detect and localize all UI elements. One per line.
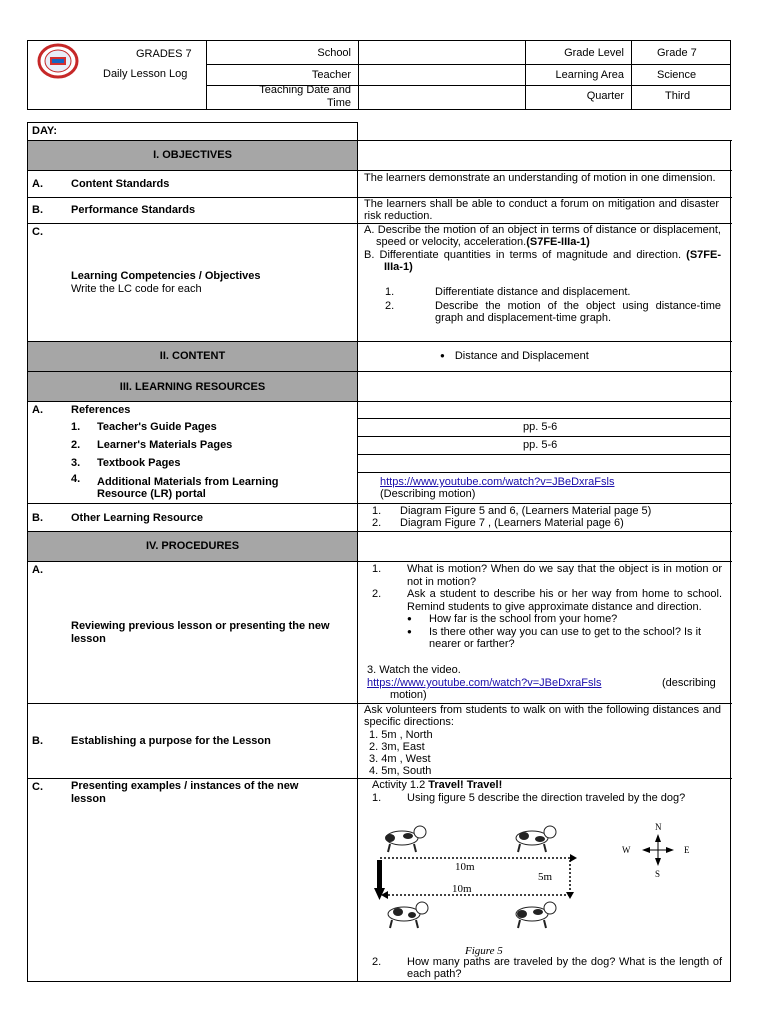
proc-c-q1-number: 1.: [372, 792, 382, 804]
proc-a-list: [372, 563, 722, 651]
learning-area-label: Learning Area: [555, 69, 624, 81]
references-letter: A.: [32, 404, 43, 416]
compass-e: E: [684, 845, 690, 855]
competency-item-number: 2.: [385, 300, 395, 312]
proc-a-item: [372, 563, 722, 588]
proc-b-list-item: 1. 5m , North: [369, 729, 433, 741]
bullet-icon: [440, 350, 455, 362]
proc-a-bullet: [372, 626, 722, 651]
activity-label: Activity 1.2: [372, 779, 429, 791]
proc-a-item3: 3. Watch the video.: [367, 664, 461, 676]
teaching-date-label-line2: Time: [326, 97, 351, 109]
proc-a-label: Reviewing previous lesson or presenting the new lesson: [71, 620, 330, 645]
content-heading: II. CONTENT: [159, 350, 226, 362]
proc-a-bullet-text: How far is the school from your home?: [429, 613, 618, 625]
performance-standards-text: The learners shall be able to conduct a forum on mitigation and disaster risk reduction.: [364, 198, 719, 222]
other-resource-text: Diagram Figure 7 , (Learners Material page 6): [400, 517, 624, 529]
teaching-date-field[interactable]: [362, 90, 522, 104]
proc-b-list-item: 3. 4m , West: [369, 753, 431, 765]
proc-b-letter: B.: [32, 735, 43, 747]
teaching-date-label-line1: Teaching Date and: [259, 84, 351, 96]
figure-caption: Figure 5: [465, 945, 503, 957]
youtube-link[interactable]: https://www.youtube.com/watch?v=JBeDxraFsls: [380, 476, 615, 488]
quarter-label: Quarter: [586, 90, 624, 102]
other-resource-list: [372, 505, 651, 529]
competencies-sublabel: Write the LC code for each: [71, 283, 202, 295]
proc-a-letter: A.: [32, 564, 43, 576]
proc-a-item-number: 1.: [372, 563, 382, 575]
competency-a-text: A. Describe the motion of an object in terms of distance or displacement, speed or velocity, acceleration.: [364, 224, 721, 248]
proc-a-item-text: Ask a student to describe his or her way from home to school. Remind students to give approximate distance and direction.: [407, 588, 722, 613]
proc-b-intro: Ask volunteers from students to walk on with the following distances and specific directions:: [364, 704, 721, 728]
ref-label: Learner's Materials Pages: [97, 439, 233, 451]
ref-value: pp. 5-6: [523, 421, 558, 433]
competency-b-text: B. Differentiate quantities in terms of magnitude and direction.: [364, 249, 682, 261]
proc-c-q2-text: How many paths are traveled by the dog? What is the length of each path?: [407, 956, 722, 980]
youtube-link-note: (Describing motion): [380, 488, 476, 500]
competencies-label: Learning Competencies / Objectives: [71, 270, 261, 282]
activity-line: [372, 779, 502, 791]
other-resource-item: [372, 517, 651, 529]
teacher-field[interactable]: [362, 69, 522, 83]
bullet-icon: ●: [407, 626, 412, 636]
day-label: DAY:: [32, 125, 58, 137]
competency-b-code: (S7FE-IIIa-1): [384, 249, 721, 273]
compass-s: S: [655, 869, 661, 879]
figure-bottom-label: 10m: [452, 883, 472, 895]
proc-c-q2-number: 2.: [372, 956, 382, 968]
procedures-heading: IV. PROCEDURES: [145, 540, 240, 552]
bullet-icon: ●: [407, 614, 412, 623]
content-standards-label: Content Standards: [71, 178, 170, 190]
grade-level-label: Grade Level: [564, 47, 624, 59]
competency-item: [385, 300, 721, 324]
proc-b-label: Establishing a purpose for the Lesson: [71, 735, 271, 747]
grade-level-value: Grade 7: [657, 47, 697, 59]
competency-a-code: (S7FE-IIIa-1): [526, 236, 590, 248]
proc-a-bullet: [372, 613, 722, 626]
ref-number: 1.: [71, 421, 81, 433]
ref-number: 4.: [71, 473, 81, 485]
resources-heading: III. LEARNING RESOURCES: [119, 381, 266, 393]
competencies-letter: C.: [32, 226, 43, 238]
other-resource-text: Diagram Figure 5 and 6, (Learners Material page 5): [400, 505, 652, 517]
dog-icon: [385, 826, 426, 852]
other-resource-number: 1.: [372, 505, 382, 517]
performance-standards-letter: B.: [32, 204, 43, 216]
ref-number: 3.: [71, 457, 81, 469]
figure-top-label: 10m: [455, 861, 475, 873]
proc-c-q1-text: Using figure 5 describe the direction traveled by the dog?: [407, 792, 686, 804]
proc-c-label: Presenting examples / instances of the new lesson: [71, 780, 299, 805]
ref-label-line2: Resource (LR) portal: [97, 488, 206, 500]
proc-a-item: [372, 588, 722, 613]
daily-lesson-log-title: Daily Lesson Log: [103, 68, 188, 80]
competency-b: [364, 249, 721, 273]
ref-label: [97, 476, 279, 500]
proc-a-item-number: 2.: [372, 588, 382, 600]
ref-number: 2.: [71, 439, 81, 451]
compass-w: W: [622, 845, 631, 855]
learning-area-value: Science: [657, 69, 697, 81]
objectives-heading: I. OBJECTIVES: [153, 149, 232, 161]
proc-a-link-note2: motion): [390, 689, 427, 701]
content-item: [440, 350, 589, 362]
content-standards-letter: A.: [32, 178, 43, 190]
compass-n: N: [655, 822, 662, 832]
activity-title: Travel! Travel!: [428, 779, 503, 791]
proc-b-list-item: 4. 5m, South: [369, 765, 432, 777]
proc-a-bullet-text: Is there other way you can use to get to the school? Is it nearer or farther?: [429, 625, 702, 650]
proc-a-item-text: What is motion? When do we say that the object is in motion or not in motion?: [407, 563, 722, 588]
proc-c-q2: [372, 956, 722, 980]
compass-icon: [622, 822, 690, 879]
ref-label: Textbook Pages: [97, 457, 181, 469]
other-resource-label: Other Learning Resource: [71, 512, 204, 524]
competency-list: [385, 286, 721, 324]
teaching-date-label: [206, 84, 351, 110]
other-resource-letter: B.: [32, 512, 43, 524]
proc-a-youtube-link[interactable]: https://www.youtube.com/watch?v=JBeDxraFsls: [367, 677, 602, 689]
deped-seal-logo: [37, 43, 79, 79]
competency-item-text: Differentiate distance and displacement.: [435, 286, 631, 298]
school-label: School: [317, 47, 351, 59]
content-item-text: Distance and Displacement: [454, 350, 589, 362]
proc-a-link-note1: (describing: [662, 677, 716, 689]
teacher-label: Teacher: [311, 69, 351, 81]
grades-title: GRADES 7: [136, 48, 192, 60]
other-resource-item: [372, 505, 651, 517]
references-label: References: [71, 404, 131, 416]
other-resource-number: 2.: [372, 517, 382, 529]
competency-item: [385, 286, 721, 298]
competency-a: [364, 224, 721, 248]
proc-c-q1: [372, 792, 722, 804]
ref-value: pp. 5-6: [523, 439, 558, 451]
quarter-value: Third: [665, 90, 691, 102]
school-field[interactable]: [362, 47, 522, 61]
competency-item-text: Describe the motion of the object using distance-time graph and displacement-time graph.: [435, 300, 721, 324]
figure-side-label: 5m: [538, 871, 553, 883]
figure-5-diagram: [370, 820, 720, 960]
proc-b-list: [369, 729, 433, 777]
performance-standards-label: Performance Standards: [71, 204, 196, 216]
proc-c-letter: C.: [32, 781, 43, 793]
competency-item-number: 1.: [385, 286, 395, 298]
content-standards-text: The learners demonstrate an understanding of motion in one dimension.: [364, 172, 716, 184]
ref-label-line1: Additional Materials from Learning: [97, 476, 279, 488]
dog-icon: [388, 902, 428, 928]
ref-label: Teacher's Guide Pages: [97, 421, 217, 433]
dog-icon: [516, 902, 556, 928]
dog-icon: [516, 826, 556, 852]
proc-b-list-item: 2. 3m, East: [369, 741, 425, 753]
